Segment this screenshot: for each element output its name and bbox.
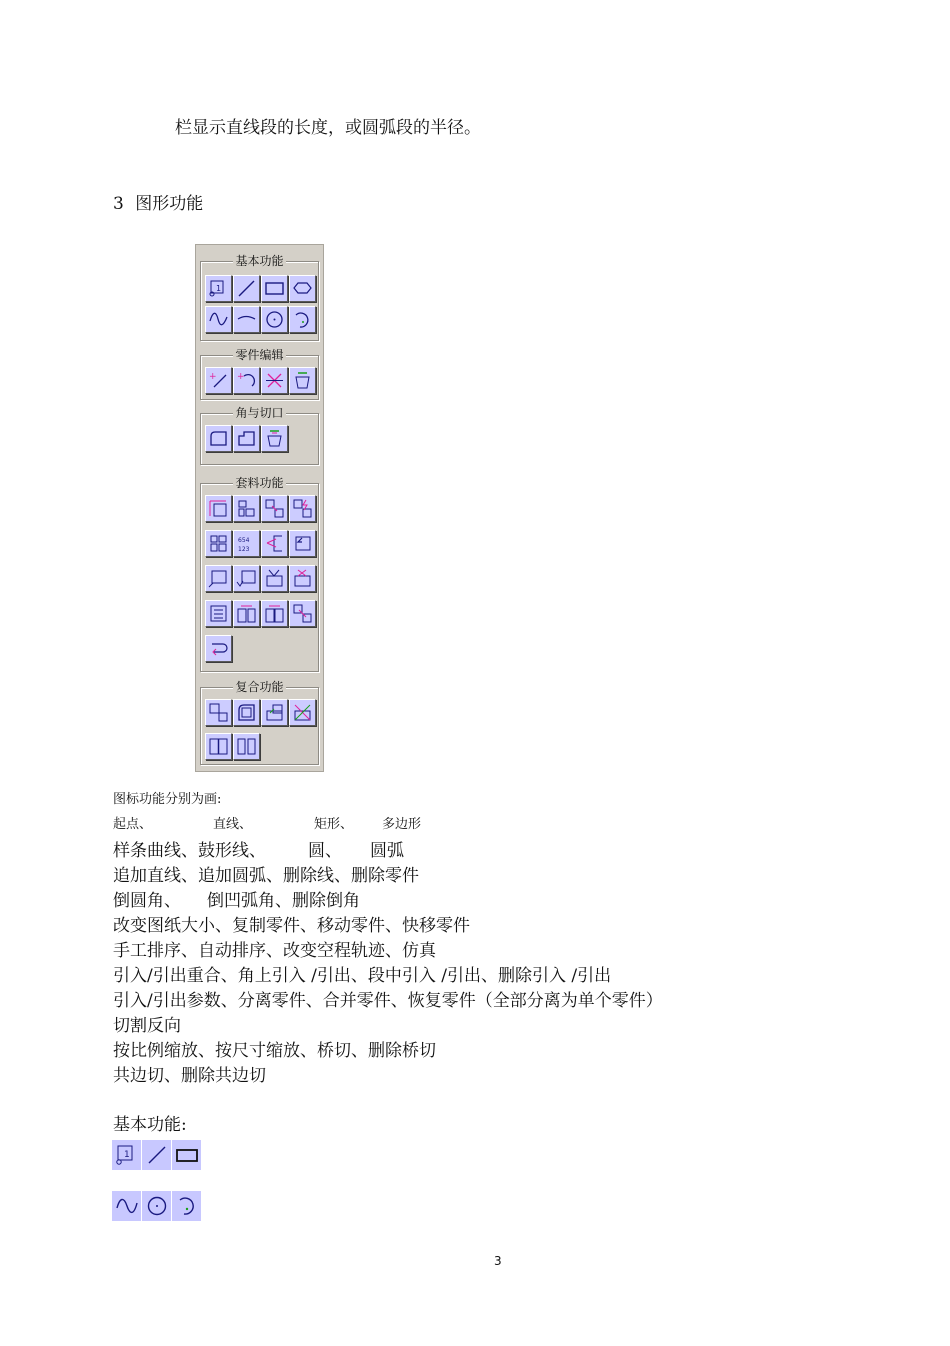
caption: 图标功能分别为画: (113, 792, 222, 807)
quick-move-part-icon[interactable] (289, 495, 316, 522)
basic-strip-2 (112, 1191, 202, 1221)
delete-corner-icon[interactable] (261, 425, 288, 452)
circle-icon[interactable] (261, 306, 288, 333)
group-nesting (200, 476, 319, 672)
bridge-icon[interactable] (261, 699, 288, 726)
round-corner-icon[interactable] (205, 425, 232, 452)
desc-part: 圆、 (308, 841, 342, 861)
group-row (205, 367, 316, 394)
line-icon[interactable] (233, 275, 260, 302)
section-number: 3 (113, 194, 124, 214)
desc-part: 圆弧 (370, 841, 404, 861)
desc-part: 倒圆角、 (113, 891, 181, 911)
desc-line-6: 引入/引出重合、角上引入 /引出、段中引入 /引出、删除引入 /引出 (113, 966, 612, 986)
desc-part: 倒凹弧角、删除倒角 (207, 891, 360, 911)
change-path-icon[interactable] (261, 530, 288, 557)
mid-lead-icon[interactable] (261, 565, 288, 592)
delete-line-icon[interactable] (261, 367, 288, 394)
group-title: 零件编辑 (235, 348, 284, 362)
label-rectangle: 矩形、 (314, 817, 354, 832)
svg-text:1: 1 (123, 1150, 130, 1160)
group-title: 套料功能 (235, 476, 284, 490)
svg-text:123: 123 (238, 546, 250, 553)
group-row (205, 275, 316, 302)
restore-part-icon[interactable] (289, 600, 316, 627)
desc-line-5: 手工排序、自动排序、改变空程轨迹、仿真 (113, 941, 436, 961)
polygon-icon[interactable] (289, 275, 316, 302)
scale-ratio-icon[interactable] (205, 699, 232, 726)
label-polygon: 多边形 (382, 817, 422, 832)
desc-line-10: 共边切、删除共边切 (113, 1066, 266, 1086)
intro-text: 栏显示直线段的长度，或圆弧段的半径。 (175, 118, 481, 138)
svg-text:654: 654 (238, 537, 250, 544)
svg-text:1: 1 (216, 284, 222, 293)
section-heading (113, 189, 203, 214)
delete-part-icon[interactable] (289, 367, 316, 394)
basic-strip-1 (112, 1140, 202, 1170)
copy-part-icon[interactable] (233, 495, 260, 522)
concave-corner-icon[interactable] (233, 425, 260, 452)
group-title: 复合功能 (235, 680, 284, 694)
auto-sort-icon[interactable] (233, 530, 260, 557)
start-point-icon[interactable] (205, 275, 232, 302)
desc-line-8: 切割反向 (113, 1016, 181, 1036)
delete-lead-icon[interactable] (289, 565, 316, 592)
group-part-edit (200, 348, 319, 400)
drum-line-icon[interactable] (233, 306, 260, 333)
group-row (205, 306, 316, 333)
desc-line-7: 引入/引出参数、分离零件、合并零件、恢复零件（全部分离为单个零件） (113, 991, 663, 1011)
split-part-icon[interactable] (233, 600, 260, 627)
line-icon[interactable] (142, 1140, 172, 1170)
add-line-icon[interactable] (205, 367, 232, 394)
group-row (205, 635, 232, 662)
desc-line-4: 改变图纸大小、复制零件、移动零件、快移零件 (113, 916, 470, 936)
scale-size-icon[interactable] (233, 699, 260, 726)
rectangle-icon[interactable] (172, 1140, 202, 1170)
page-number: 3 (494, 1254, 502, 1268)
group-basic (200, 254, 319, 341)
corner-lead-icon[interactable] (233, 565, 260, 592)
merge-part-icon[interactable] (261, 600, 288, 627)
arc-icon[interactable] (172, 1191, 202, 1221)
group-row (205, 565, 316, 592)
spline-icon[interactable] (205, 306, 232, 333)
desc-line-9: 按比例缩放、按尺寸缩放、桥切、删除桥切 (113, 1041, 436, 1061)
desc-line-1 (113, 836, 404, 861)
rectangle-icon[interactable] (261, 275, 288, 302)
arc-icon[interactable] (289, 306, 316, 333)
toolbar-panel (195, 244, 324, 772)
section-title: 图形功能 (135, 194, 204, 214)
manual-sort-icon[interactable] (205, 530, 232, 557)
resize-sheet-icon[interactable] (205, 495, 232, 522)
label-start-point: 起点、 (113, 817, 153, 832)
group-row (205, 600, 316, 627)
group-composite (200, 680, 319, 765)
group-row (205, 495, 316, 522)
group-row (205, 699, 316, 726)
group-row (205, 425, 288, 452)
label-line: 直线、 (213, 817, 253, 832)
add-arc-icon[interactable] (233, 367, 260, 394)
move-part-icon[interactable] (261, 495, 288, 522)
delete-common-edge-icon[interactable] (233, 733, 260, 760)
delete-bridge-icon[interactable] (289, 699, 316, 726)
group-row (205, 530, 316, 557)
svg-text:+: + (237, 372, 245, 382)
desc-line-3 (113, 886, 360, 911)
reverse-cut-icon[interactable] (205, 635, 232, 662)
start-point-icon[interactable] (112, 1140, 142, 1170)
group-title: 角与切口 (235, 406, 284, 420)
group-title: 基本功能 (235, 254, 284, 268)
basic-heading: 基本功能: (113, 1115, 187, 1135)
group-row (205, 733, 260, 760)
group-corner (200, 406, 319, 465)
lead-coincide-icon[interactable] (205, 565, 232, 592)
common-edge-icon[interactable] (205, 733, 232, 760)
circle-icon[interactable] (142, 1191, 172, 1221)
spline-icon[interactable] (112, 1191, 142, 1221)
simulate-icon[interactable] (289, 530, 316, 557)
svg-text:+: + (209, 372, 217, 382)
lead-params-icon[interactable] (205, 600, 232, 627)
desc-line-2: 追加直线、追加圆弧、删除线、删除零件 (113, 866, 419, 886)
desc-part: 样条曲线、鼓形线、 (113, 841, 266, 861)
